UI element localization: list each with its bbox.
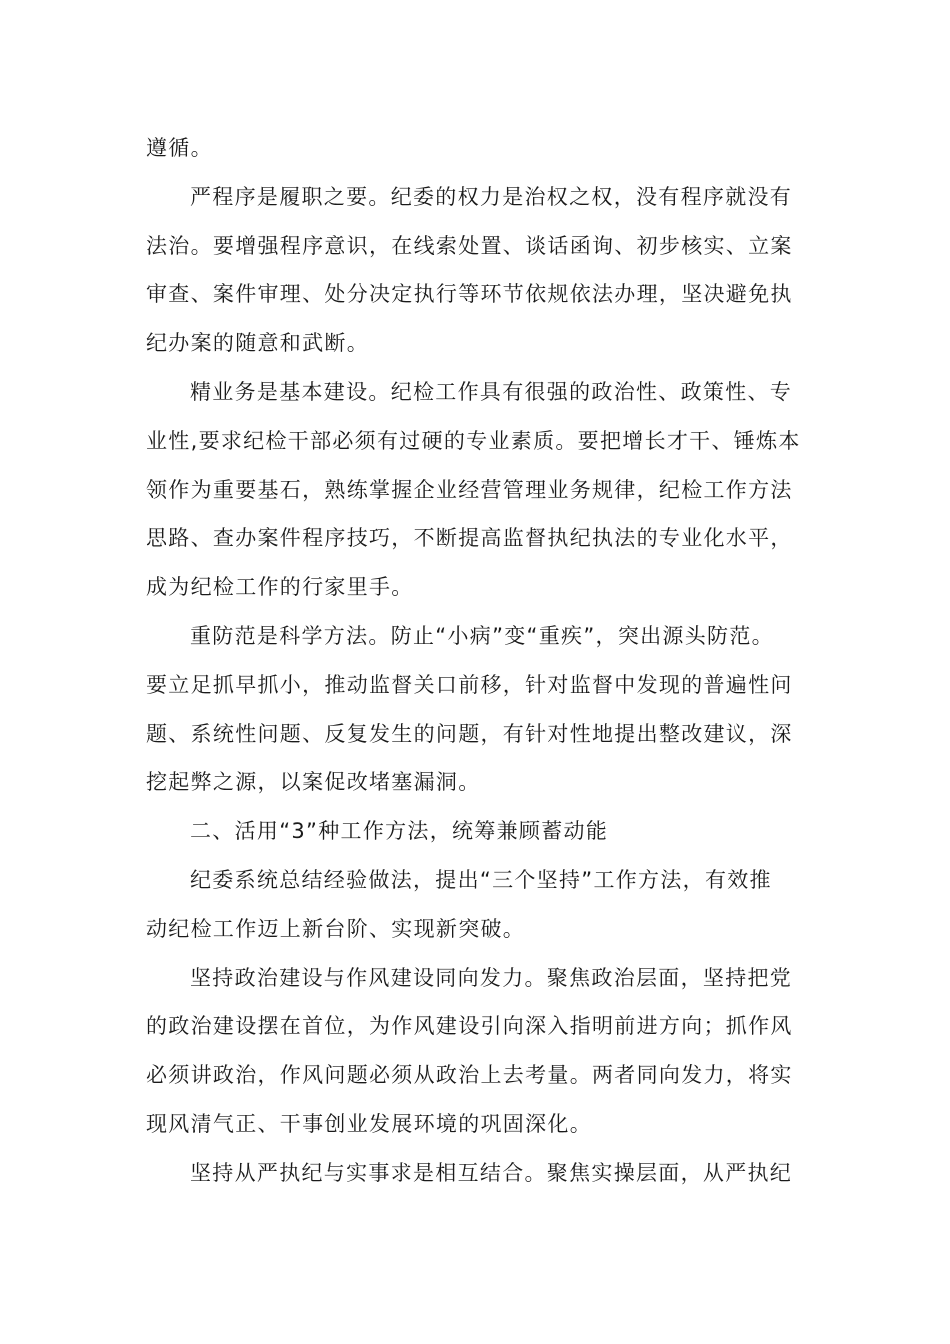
text-line: 坚持政治建设与作风建设同向发力。聚焦政治层面，坚持把党 [190, 965, 793, 990]
paragraph-5 [146, 856, 810, 954]
text-line: 纪办案的随意和武断。 [146, 331, 369, 356]
text-line: 法治。要增强程序意识，在线索处置、谈话函询、初步核实、立案 [146, 233, 793, 258]
heading-line: 二、活用“3”种工作方法，统筹兼顾蓄动能 [190, 819, 609, 844]
paragraph-3 [146, 612, 810, 807]
text-line: 重防范是科学方法。防止“小病”变“重疾”，突出源头防范。 [190, 623, 774, 648]
paragraph-1 [146, 173, 810, 368]
text-line: 领作为重要基石，熟练掌握企业经营管理业务规律，纪检工作方法 [146, 477, 793, 502]
text-line: 必须讲政治，作风问题必须从政治上去考量。两者同向发力，将实 [146, 1063, 793, 1088]
text-line: 精业务是基本建设。纪检工作具有很强的政治性、政策性、专 [190, 379, 793, 404]
paragraph-0 [146, 124, 810, 173]
document-body [146, 124, 810, 1198]
text-line: 纪委系统总结经验做法，提出“三个坚持”工作方法，有效推 [190, 867, 772, 892]
text-line: 成为纪检工作的行家里手。 [146, 575, 414, 600]
section-heading [146, 807, 810, 856]
text-line: 业性,要求纪检干部必须有过硬的专业素质。要把增长才干、锤炼本 [146, 428, 801, 453]
paragraph-2 [146, 368, 810, 612]
paragraph-7 [146, 1149, 810, 1198]
text-line: 挖起弊之源，以案促改堵塞漏洞。 [146, 770, 481, 795]
text-line: 审查、案件审理、处分决定执行等环节依规依法办理，坚决避免执 [146, 282, 793, 307]
paragraph-6 [146, 954, 810, 1149]
text-line: 遵循。 [146, 136, 213, 160]
text-line: 思路、查办案件程序技巧，不断提高监督执纪执法的专业化水平， [146, 526, 793, 551]
text-line: 严程序是履职之要。纪委的权力是治权之权，没有程序就没有 [190, 184, 793, 209]
text-line: 坚持从严执纪与实事求是相互结合。聚焦实操层面，从严执纪 [190, 1160, 793, 1185]
text-line: 要立足抓早抓小，推动监督关口前移，针对监督中发现的普遍性问 [146, 672, 793, 697]
text-line: 动纪检工作迈上新台阶、实现新突破。 [146, 916, 526, 941]
text-line: 的政治建设摆在首位，为作风建设引向深入指明前进方向；抓作风 [146, 1014, 793, 1039]
text-line: 题、系统性问题、反复发生的问题，有针对性地提出整改建议，深 [146, 721, 793, 746]
text-line: 现风清气正、干事创业发展环境的巩固深化。 [146, 1111, 592, 1136]
